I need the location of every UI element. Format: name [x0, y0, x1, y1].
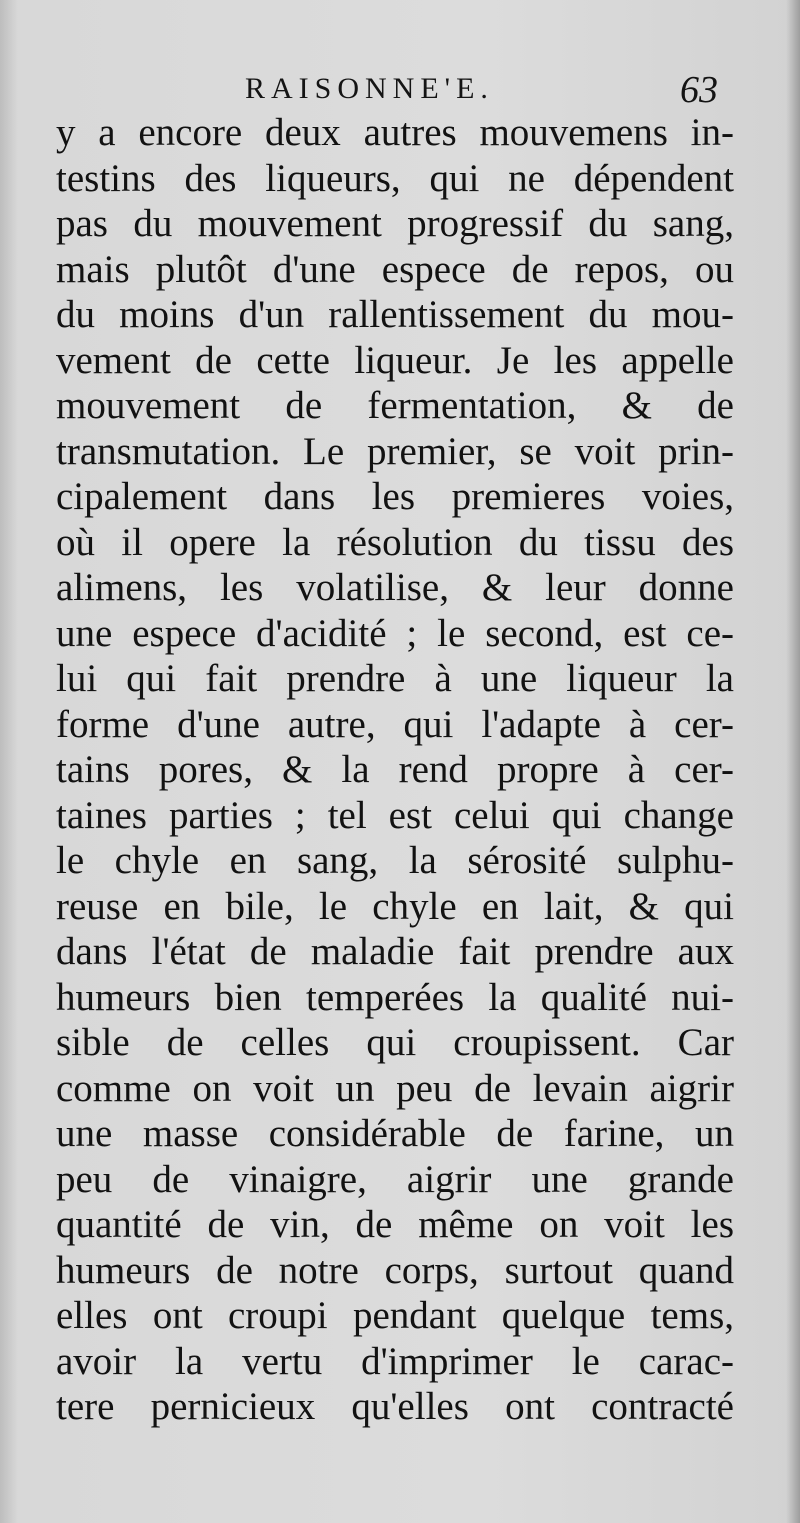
page-number: 63 — [680, 69, 718, 111]
text-line: forme d'une autre, qui l'adapte à cer- — [56, 702, 734, 746]
text-line: humeurs bien temperées la qualité nui- — [56, 975, 734, 1019]
text-line: mouvement de fermentation, & de — [56, 384, 734, 427]
body-text — [56, 110, 734, 1430]
text-line: sible de celles qui croupissent. Car — [56, 1021, 734, 1064]
text-line: mais plutôt d'une espece de repos, ou — [56, 247, 734, 291]
text-line: y a encore deux autres mouvemens in- — [56, 111, 734, 154]
text-line: vement de cette liqueur. Je les appelle — [56, 338, 734, 382]
text-line: taines parties ; tel est celui qui change — [56, 793, 734, 837]
text-line: du moins d'un rallentissement du mou- — [56, 293, 734, 336]
text-line: alimens, les volatilise, & leur donne — [56, 566, 734, 609]
text-line: le chyle en sang, la sérosité sulphu- — [56, 839, 734, 882]
text-line: une espece d'acidité ; le second, est ce- — [56, 611, 734, 655]
text-line: testins des liqueurs, qui ne dépendent — [56, 156, 734, 200]
text-line: transmutation. Le premier, se voit prin- — [56, 429, 734, 473]
text-line: reuse en bile, le chyle en lait, & qui — [56, 884, 734, 928]
text-line: avoir la vertu d'imprimer le carac- — [56, 1339, 734, 1383]
text-line: tere pernicieux qu'elles ont contracté — [56, 1385, 734, 1428]
text-line: une masse considérable de farine, un — [56, 1112, 734, 1155]
text-line: comme on voit un peu de levain aigrir — [56, 1066, 734, 1110]
text-line: peu de vinaigre, aigrir une grande — [56, 1157, 734, 1201]
text-line: cipalement dans les premieres voies, — [56, 475, 734, 518]
text-line: où il opere la résolution du tissu des — [56, 520, 734, 564]
text-line: pas du mouvement progressif du sang, — [56, 202, 734, 245]
text-line: dans l'état de maladie fait prendre aux — [56, 930, 734, 973]
running-title: RAISONNE'E. — [245, 72, 494, 105]
running-head — [0, 66, 800, 116]
text-line: lui qui fait prendre à une liqueur la — [56, 657, 734, 700]
text-line: humeurs de notre corps, surtout quand — [56, 1248, 734, 1292]
text-line: quantité de vin, de même on voit les — [56, 1203, 734, 1246]
text-line: tains pores, & la rend propre à cer- — [56, 748, 734, 791]
text-line: elles ont croupi pendant quelque tems, — [56, 1294, 734, 1337]
